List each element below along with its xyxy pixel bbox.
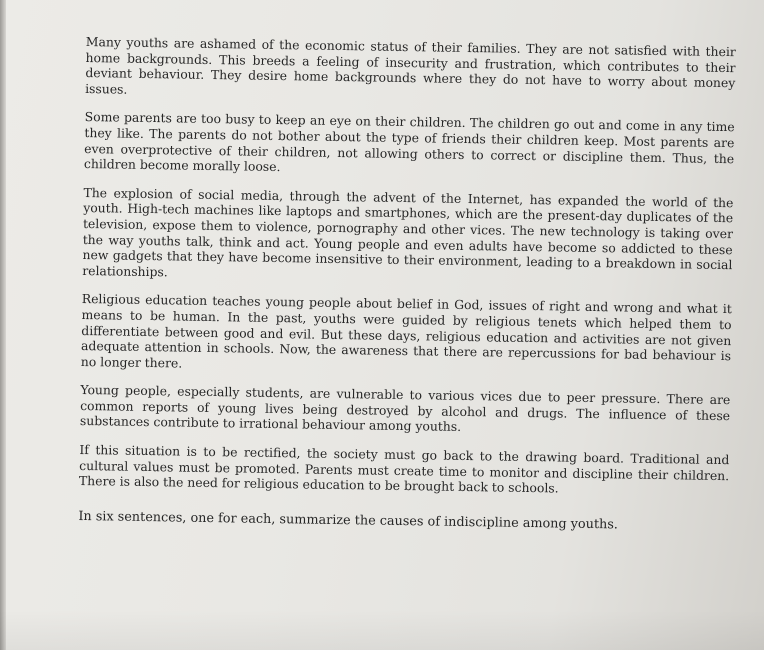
summary-instruction: In six sentences, one for each, summarize the causes of indiscipline among youths.: [78, 508, 619, 533]
paragraph-busy-parents: Some parents are too busy to keep an eye on their children. The children go out and come in any time they like. The parents do not bother about the type of friends their children keep. Most parents are even overprotective of their children, not allowing others to correct or discipline them. Thus, the children become morally loose.: [83, 109, 735, 175]
paragraph-social-media: The explosion of social media, through the advent of the Internet, has expanded the world of the youth. High-tech machines like laptops and smartphones, which are the present-day duplicates of the television, expose them to violence, pornography and other vices. The new technology is taking over the way youths talk, think and act. Young people and even adults have become so addicted to these new gadgets that they have become insensitive to their environment, leading to a breakdown in social relationships.: [82, 184, 734, 280]
paragraph-rectification: If this situation is to be rectified, the society must go back to the drawing board. Traditional and cultural values must be promoted. Parents must create time to monitor and discipline their children. There is also the need for religious education to be brought back to schools.: [78, 442, 730, 496]
paragraph-economic-status: Many youths are ashamed of the economic status of their families. They are not satisfied with their home backgrounds. This breeds a feeling of insecurity and frustration, which contributes to their deviant behaviour. They desire home backgrounds where they do not have to worry about money issues.: [85, 34, 736, 97]
passage-text-block: [78, 34, 736, 548]
paragraph-peer-pressure: Young people, especially students, are vulnerable to various vices due to peer pressure. There are common reports of young lives being destroyed by alcohol and drugs. The influence of these substances contribute to irrational behaviour among youths.: [79, 382, 731, 435]
paragraph-religious-education: Religious education teaches young people about belief in God, issues of right and wrong and what it means to be human. In the past, youths were guided by religious tenets which helped them to differentiate between good and evil. But these days, religious education and activities are not given adequate attention in schools. Now, the awareness that there are repercussions for bad behaviour is no longer there.: [80, 291, 732, 371]
page-bottom-shadow: [0, 610, 764, 650]
page-left-edge: [0, 0, 6, 650]
